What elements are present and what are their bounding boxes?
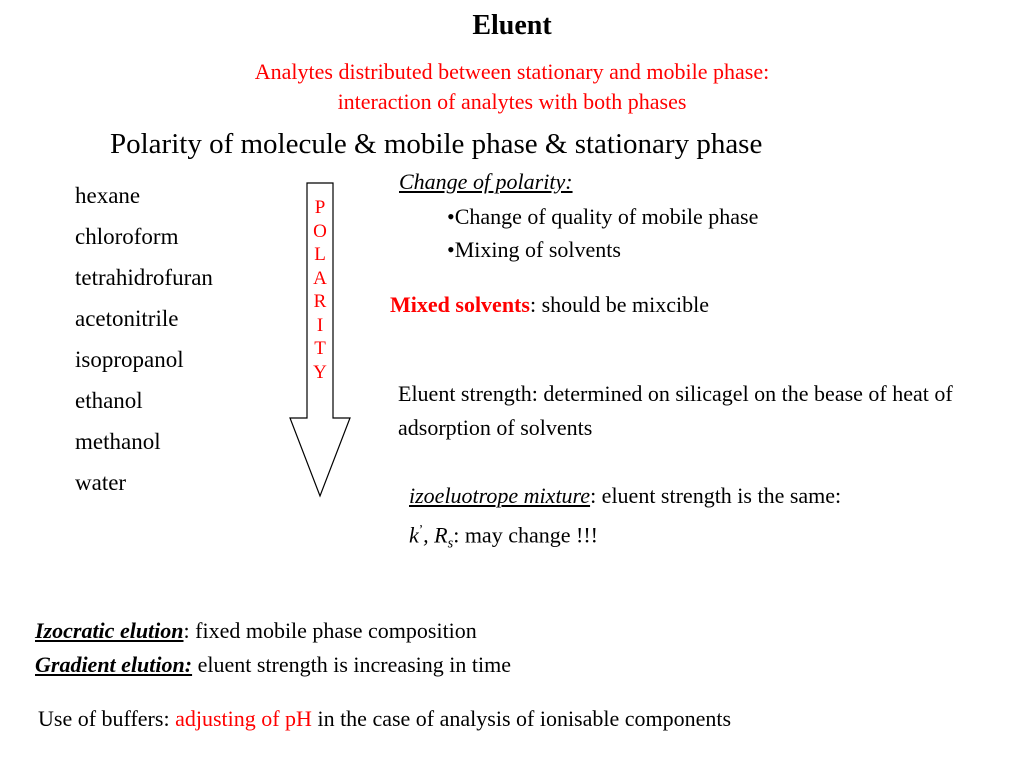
subtitle	[0, 57, 1024, 117]
change-item: •Change of quality of mobile phase	[447, 204, 759, 229]
izoeluotrope-note	[409, 479, 841, 561]
arrow-letter: L	[314, 244, 326, 265]
izocratic-elution-line	[35, 614, 511, 648]
change-of-polarity-list	[447, 203, 758, 269]
r-subscript: s	[447, 535, 454, 552]
mixed-solvents-note	[390, 292, 709, 318]
izoeluotrope-tail: : may change !!!	[453, 522, 598, 548]
k-prime: ’	[418, 522, 424, 537]
buffers-note	[38, 706, 731, 732]
solvent-item: water	[75, 470, 127, 495]
izocratic-elution-term: Izocratic elution	[35, 618, 184, 643]
polarity-heading: Polarity of molecule & mobile phase & stationary phase	[110, 128, 763, 160]
solvent-item: chloroform	[75, 224, 179, 249]
izocratic-elution-text: : fixed mobile phase composition	[183, 618, 477, 643]
izoeluotrope-line-2	[409, 513, 841, 561]
gradient-elution-line	[35, 648, 511, 682]
solvent-item: ethanol	[75, 388, 143, 413]
slide-title: Eluent	[472, 10, 552, 41]
gradient-elution-text: eluent strength is increasing in time	[192, 652, 512, 677]
buffers-suffix: in the case of analysis of ionisable components	[311, 706, 732, 731]
mixed-solvents-term: Mixed solvents	[390, 292, 530, 317]
arrow-letter: T	[314, 338, 326, 359]
solvent-item: methanol	[75, 429, 161, 454]
subtitle-line-1: Analytes distributed between stationary and mobile phase:	[254, 59, 770, 84]
gradient-elution-term: Gradient elution:	[35, 652, 193, 677]
k-symbol: k	[409, 522, 419, 548]
subtitle-line-2: interaction of analytes with both phases	[337, 89, 687, 114]
r-symbol: R	[434, 522, 448, 548]
elution-modes	[35, 614, 511, 682]
change-of-polarity-title: Change of polarity:	[399, 169, 573, 194]
mixed-solvents-text: : should be mixcible	[529, 292, 709, 317]
polarity-arrow-label	[308, 196, 332, 384]
arrow-letter: I	[316, 314, 324, 336]
arrow-letter: O	[313, 220, 327, 242]
eluent-strength-note: Eluent strength: determined on silicagel on the bease of heat of adsorption of solvents	[398, 381, 953, 440]
buffers-prefix: Use of buffers:	[38, 706, 176, 731]
arrow-letter: P	[314, 197, 326, 218]
izoeluotrope-term: izoeluotrope mixture	[409, 483, 591, 508]
symbol-separator: ,	[423, 522, 435, 548]
solvent-item: hexane	[75, 183, 141, 208]
solvent-list	[75, 181, 213, 509]
solvent-item: tetrahidrofuran	[75, 265, 213, 290]
arrow-letter: A	[313, 267, 327, 289]
solvent-item: acetonitrile	[75, 306, 179, 331]
arrow-letter: Y	[313, 361, 327, 383]
change-item: •Mixing of solvents	[447, 237, 621, 262]
buffers-highlight: adjusting of pH	[175, 706, 312, 731]
izoeluotrope-line-1	[409, 479, 841, 513]
izoeluotrope-text: : eluent strength is the same:	[590, 483, 842, 508]
arrow-letter: R	[313, 291, 327, 312]
solvent-item: isopropanol	[75, 347, 184, 372]
